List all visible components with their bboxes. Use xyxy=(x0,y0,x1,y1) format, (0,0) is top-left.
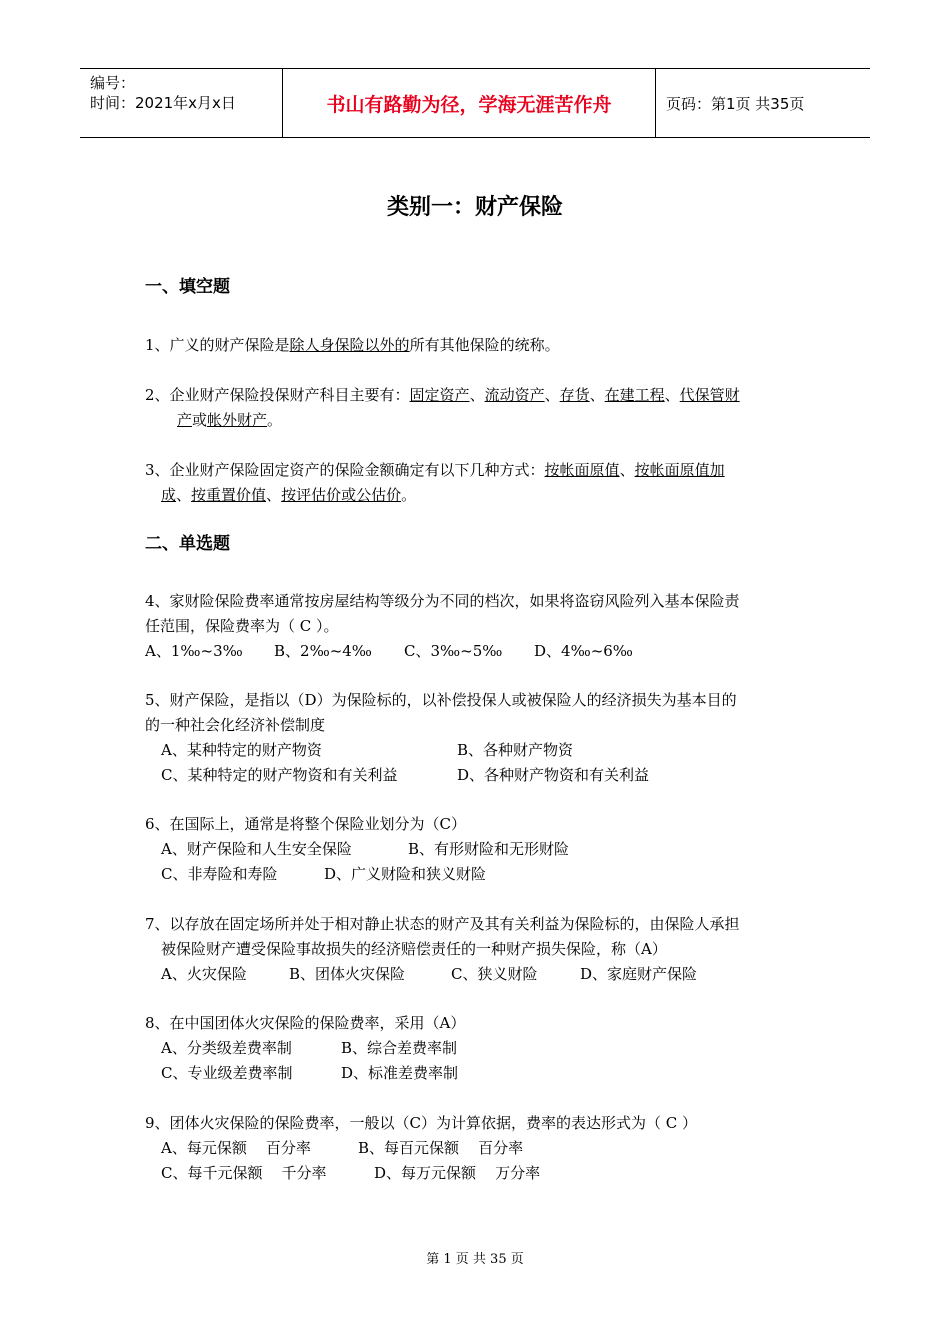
section-heading-single-choice: 二、单选题 xyxy=(145,534,230,554)
option-c: C、3‰~5‰ xyxy=(404,642,503,660)
answer-blank: 固定资产 xyxy=(409,386,470,404)
question-7: 7、以存放在固定场所并处于相对静止状态的财产及其有关利益为保险标的，由保险人承担 被保险财产遭受保险事故损失的经济赔偿责任的一种财产损失保险，称（A） A、火灾保险 B、团体火灾保险 C、狭义财险 D、家庭财产保险 xyxy=(145,912,810,987)
option-c: C、狭义财险 xyxy=(451,965,538,983)
answer-blank: 在建工程 xyxy=(604,386,665,404)
page-title: 类别一：财产保险 xyxy=(386,195,563,220)
answer-blank: 按重置价值 xyxy=(191,486,267,504)
options-row xyxy=(145,862,810,887)
answer-blank: 成 xyxy=(161,486,177,504)
option-b: B、团体火灾保险 xyxy=(289,965,406,983)
answer-blank: 按评估价或公估价 xyxy=(281,486,402,504)
option-a: A、每元保额 百分率 xyxy=(161,1139,311,1157)
time-label: 时间：2021年x月x日 xyxy=(90,94,236,112)
option-d: D、广义财险和狭义财险 xyxy=(324,865,487,883)
option-c: C、专业级差费率制 xyxy=(161,1064,293,1082)
option-b: B、有形财险和无形财险 xyxy=(408,840,570,858)
options-row xyxy=(145,1036,810,1061)
header-table xyxy=(80,68,870,138)
options-row xyxy=(145,837,810,862)
number-label: 编号： xyxy=(90,74,136,92)
option-d: D、4‰~6‰ xyxy=(534,642,633,660)
question-4: 4、家财险保险费率通常按房屋结构等级分为不同的档次，如果将盗窃风险列入基本保险责 任范围，保险费率为（ C ）。 A、1‰~3‰ B、2‰~4‰ C、3‰~5‰ D、4‰~6‰ xyxy=(145,589,810,664)
options-row xyxy=(145,962,810,987)
option-d: D、家庭财产保险 xyxy=(580,965,698,983)
question-8: 8、在中国团体火灾保险的保险费率，采用（A） A、分类级差费率制 B、综合差费率制 C、专业级差费率制 D、标准差费率制 xyxy=(145,1011,810,1086)
options-row xyxy=(145,763,810,788)
page-info: 页码：第1页 共35页 xyxy=(666,94,805,113)
option-d: D、各种财产物资和有关利益 xyxy=(457,766,650,784)
option-a: A、财产保险和人生安全保险 xyxy=(161,840,352,858)
question-5: 5、财产保险，是指以（D）为保险标的，以补偿投保人或被保险人的经济损失为基本目的 的一种社会化经济补偿制度 A、某种特定的财产物资 B、各种财产物资 C、某种特定的财产物资和有关利益 D、各种财产物资和有关利益 xyxy=(145,688,810,788)
answer-blank: 帐外财产 xyxy=(207,411,268,429)
question-3: 3、企业财产保险固定资产的保险金额确定有以下几种方式：按帐面原值、按帐面原值加 成、按重置价值、按评估价或公估价。 xyxy=(145,461,725,504)
answer-blank: 除人身保险以外的 xyxy=(289,336,410,354)
answer-blank: 流动资产 xyxy=(484,386,545,404)
option-c: C、某种特定的财产物资和有关利益 xyxy=(161,766,398,784)
question-9: 9、团体火灾保险的保险费率，一般以（C）为计算依据，费率的表达形式为（ C ） A、每元保额 百分率 B、每百元保额 百分率 C、每千元保额 千分率 D、每万元保额 万分率 xyxy=(145,1111,810,1186)
answer-blank: 代保管财 xyxy=(679,386,740,404)
options-row xyxy=(145,1136,810,1161)
option-b: B、每百元保额 百分率 xyxy=(358,1139,524,1157)
answer-blank: 存货 xyxy=(559,386,590,404)
question-2: 2、企业财产保险投保财产科目主要有：固定资产、流动资产、存货、在建工程、代保管财 产或帐外财产。 xyxy=(145,386,740,429)
option-a: A、火灾保险 xyxy=(161,965,247,983)
option-a: A、分类级差费率制 xyxy=(161,1039,292,1057)
answer-blank: 按帐面原值 xyxy=(544,461,620,479)
options-row xyxy=(145,1061,810,1086)
motto: 书山有路勤为径，学海无涯苦作舟 xyxy=(282,69,656,137)
options-row xyxy=(145,639,810,664)
question-1: 1、广义的财产保险是除人身保险以外的所有其他保险的统称。 xyxy=(145,336,560,354)
option-d: D、标准差费率制 xyxy=(341,1064,459,1082)
section-heading-fill-blank: 一、填空题 xyxy=(145,277,230,297)
question-6: 6、在国际上，通常是将整个保险业划分为（C） A、财产保险和人生安全保险 B、有形财险和无形财险 C、非寿险和寿险 D、广义财险和狭义财险 xyxy=(145,812,810,887)
option-a: A、某种特定的财产物资 xyxy=(161,741,322,759)
option-b: B、各种财产物资 xyxy=(457,741,574,759)
option-b: B、综合差费率制 xyxy=(341,1039,458,1057)
options-row xyxy=(145,738,810,763)
answer-blank: 产 xyxy=(177,411,193,429)
option-b: B、2‰~4‰ xyxy=(274,642,372,660)
answer-blank: 按帐面原值加 xyxy=(634,461,725,479)
option-c: C、每千元保额 千分率 xyxy=(161,1164,327,1182)
option-d: D、每万元保额 万分率 xyxy=(374,1164,541,1182)
page-footer: 第 1 页 共 35 页 xyxy=(426,1252,524,1267)
option-c: C、非寿险和寿险 xyxy=(161,865,278,883)
options-row xyxy=(145,1161,810,1186)
option-a: A、1‰~3‰ xyxy=(145,642,243,660)
header-meta-cell xyxy=(80,69,282,137)
